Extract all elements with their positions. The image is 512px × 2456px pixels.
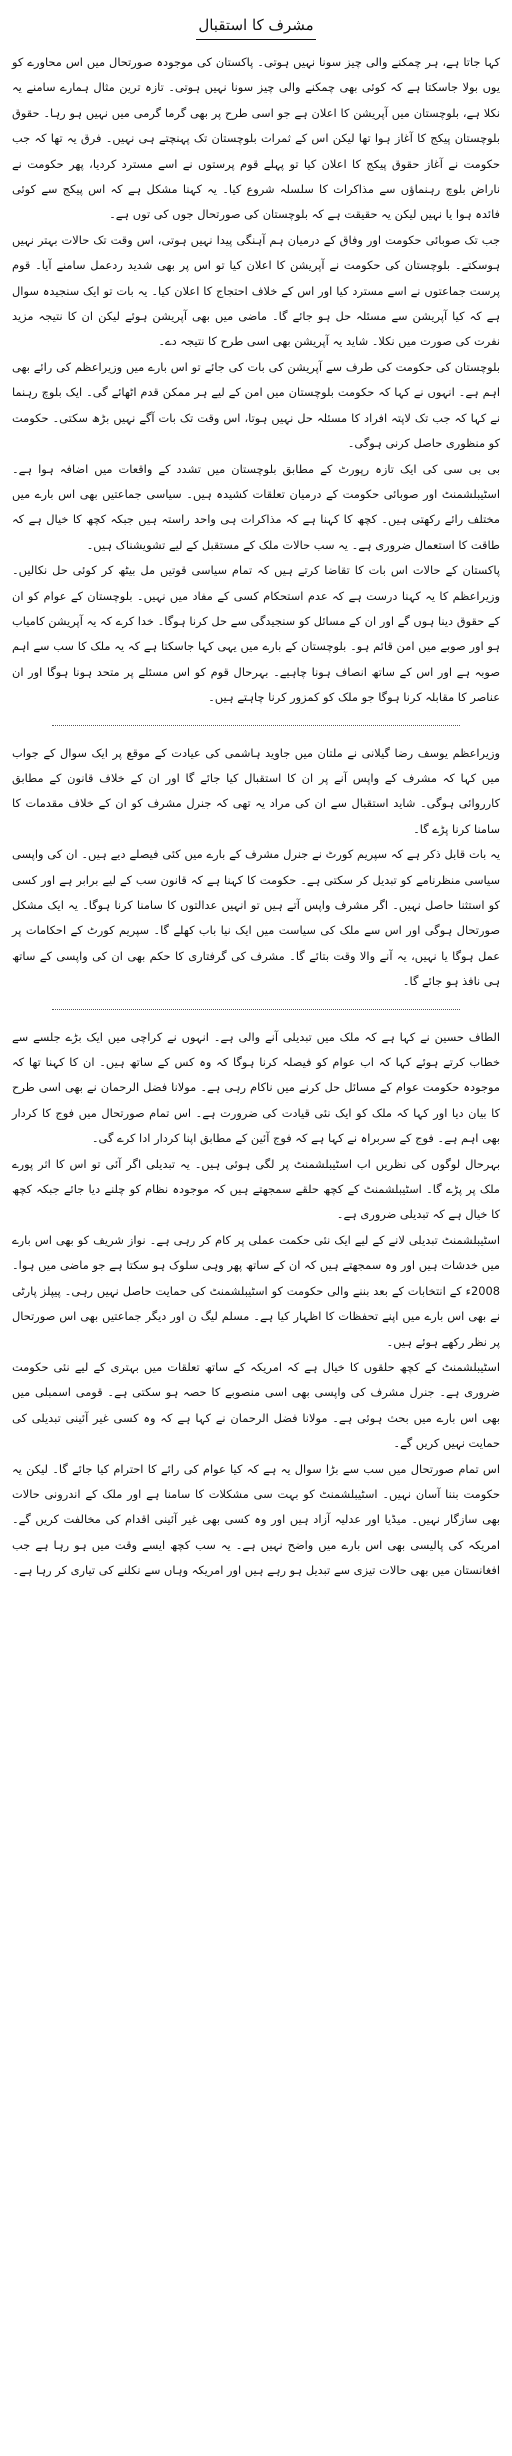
section-divider — [52, 1009, 460, 1011]
paragraph: وزیراعظم یوسف رضا گیلانی نے ملتان میں جاوید ہاشمی کی عیادت کے موقع پر ایک سوال کے جواب میں کہا کہ مشرف کے واپس آنے پر ان کا استقبال کیا جائے گا اور ان کے خلاف قانون کے مطابق کارروائی ہوگی۔ شاید استقبال سے ان کی مراد یہ تھی کہ جنرل مشرف کو ان کے خلاف مقدمات کا سامنا کرنا پڑے گا۔ — [12, 745, 500, 836]
section-divider — [52, 725, 460, 727]
section-balochistan — [12, 50, 500, 711]
paragraph: بی بی سی کی ایک تازہ رپورٹ کے مطابق بلوچستان میں تشدد کے واقعات میں اضافہ ہوا ہے۔ اسٹیبلشمنٹ اور صوبائی حکومت کے درمیان تعلقات کشیدہ ہیں۔ سیاسی جماعتیں بھی اس بارے میں مختلف رائے رکھتی ہیں۔ کچھ کا کہنا ہے کہ مذاکرات ہی واحد راستہ ہیں جبکہ کچھ کا خیال ہے کہ طاقت کا استعمال ضروری ہے۔ یہ سب حالات ملک کے مستقبل کے لیے تشویشناک ہیں۔ — [12, 461, 500, 552]
paragraph: اسٹیبلشمنٹ تبدیلی لانے کے لیے ایک نئی حکمت عملی پر کام کر رہی ہے۔ نواز شریف کو بھی اس بارے میں خدشات ہیں اور وہ سمجھتے ہیں کہ ان کے ساتھ پھر وہی سلوک ہو سکتا ہے جو ماضی میں ہوا۔ 2008ء کے انتخابات کے بعد بننے والی حکومت کو اسٹیبلشمنٹ کی حمایت حاصل نہیں رہی۔ پیپلز پارٹی نے بھی اس بارے میں اپنے تحفظات کا اظہار کیا ہے۔ مسلم لیگ ن اور دیگر جماعتیں بھی اس صورتحال پر نظر رکھے ہوئے ہیں۔ — [12, 1232, 500, 1349]
column-headline — [12, 14, 500, 40]
headline-text: مشرف کا استقبال — [198, 16, 314, 34]
paragraph: اس تمام صورتحال میں سب سے بڑا سوال یہ ہے کہ کیا عوام کی رائے کا احترام کیا جائے گا۔ لیکن یہ حکومت بننا آسان نہیں۔ اسٹیبلشمنٹ کو بہت سی مشکلات کا سامنا ہے اور ملک کے اندرونی حالات بھی سازگار نہیں۔ میڈیا اور عدلیہ آزاد ہیں اور وہ کسی بھی غیر آئینی اقدام کی مخالفت کریں گے۔ امریکہ کی پالیسی بھی اس بارے میں واضح نہیں ہے۔ یہ سب کچھ ایسے وقت میں ہو رہا ہے جب افغانستان میں بھی حالات تیزی سے تبدیل ہو رہے ہیں اور امریکہ وہاں سے نکلنے کی تیاری کر رہا ہے۔ — [12, 1461, 500, 1578]
paragraph: بلوچستان کی حکومت کی طرف سے آپریشن کی بات کی جائے تو اس بارے میں وزیراعظم کی رائے بھی اہم ہے۔ انہوں نے کہا کہ حکومت بلوچستان میں امن کے لیے ہر ممکن قدم اٹھائے گی۔ ایک بلوچ رہنما نے کہا کہ جب تک لاپتہ افراد کا مسئلہ حل نہیں ہوتا، اس وقت تک بات آگے نہیں بڑھ سکتی۔ حکومت کو منظوری حاصل کرنی ہوگی۔ — [12, 359, 500, 451]
headline-underline — [196, 39, 316, 40]
paragraph: اسٹیبلشمنٹ کے کچھ حلقوں کا خیال ہے کہ امریکہ کے ساتھ تعلقات میں بہتری کے لیے نئی حکومت ضروری ہے۔ جنرل مشرف کی واپسی بھی اسی منصوبے کا حصہ ہو سکتی ہے۔ قومی اسمبلی میں بھی اس بارے میں بحث ہوئی ہے۔ مولانا فضل الرحمان نے کہا ہے کہ وہ کسی غیر آئینی تبدیلی کی حمایت نہیں کریں گے۔ — [12, 1359, 500, 1451]
section-establishment — [12, 1025, 500, 1584]
paragraph: پاکستان کے حالات اس بات کا تقاضا کرتے ہیں کہ تمام سیاسی قوتیں مل بیٹھ کر کوئی حل نکالیں۔ وزیراعظم کا یہ کہنا درست ہے کہ عدم استحکام کسی کے مفاد میں نہیں۔ بلوچستان کے عوام کو ان کے حقوق دینا ہوں گے اور ان کے مسائل کو سنجیدگی سے حل کرنا ہوگا۔ خدا کرے کہ یہ آپریشن کامیاب ہو اور صوبے میں امن قائم ہو۔ بلوچستان کے بارے میں یہی کہا جاسکتا ہے کہ یہ ملک کا سب سے اہم صوبہ ہے اور اس کے ساتھ انصاف ہونا چاہیے۔ بہرحال قوم کو اس مسئلے پر متحد ہونا ہوگا اور ان عناصر کا مقابلہ کرنا ہوگا جو ملک کو کمزور کرنا چاہتے ہیں۔ — [12, 563, 500, 705]
paragraph: بہرحال لوگوں کی نظریں اب اسٹیبلشمنٹ پر لگی ہوئی ہیں۔ یہ تبدیلی اگر آئی تو اس کا اثر پورے ملک پر پڑے گا۔ اسٹیبلشمنٹ کے کچھ حلقے سمجھتے ہیں کہ موجودہ نظام کو چلنے دیا جائے جبکہ کچھ کا خیال ہے کہ تبدیلی ضروری ہے۔ — [12, 1156, 500, 1222]
paragraph: کہا جاتا ہے، ہر چمکنے والی چیز سونا نہیں ہوتی۔ پاکستان کی موجودہ صورتحال میں اس محاورے کو یوں بولا جاسکتا ہے کہ کوئی بھی چمکنے والی چیز سونا نہیں ہوتی۔ تازہ ترین مثال ہمارے سامنے یہ نکلا ہے، بلوچستان میں آپریشن کا اعلان ہے جو اسی طرح پر بھی گرما گرمی میں نہیں ہو رہا۔ حقوق بلوچستان پیکج کا آغاز ہوا تھا لیکن اس کے ثمرات بلوچستان تک پہنچتے ہی نہیں۔ فرق یہ تھا کہ جب حکومت نے آغاز حقوق پیکج کا اعلان کیا تو پہلے قوم پرستوں نے اسے مسترد کردیا، پھر حکومت نے ناراض بلوچ رہنماؤں سے مذاکرات کا سلسلہ شروع کیا۔ یہ کہنا مشکل ہے کہ اس پیکج سے کوئی فائدہ ہوا یا نہیں لیکن یہ حقیقت ہے کہ بلوچستان کی صورتحال جوں کی توں ہے۔ — [12, 55, 500, 222]
paragraph: یہ بات قابل ذکر ہے کہ سپریم کورٹ نے جنرل مشرف کے بارے میں کئی فیصلے دیے ہیں۔ ان کی واپسی سیاسی منظرنامے کو تبدیل کر سکتی ہے۔ حکومت کا کہنا ہے کہ قانون سب کے لیے برابر ہے اور کسی کو استثنا حاصل نہیں۔ اگر مشرف واپس آتے ہیں تو انہیں عدالتوں کا سامنا کرنا ہوگا۔ یہ ایک مشکل صورتحال ہوگی اور اس سے ملک کی سیاست میں ایک نیا باب کھلے گا۔ سپریم کورٹ کے احکامات پر عمل ہوگا یا نہیں، یہ آنے والا وقت بتائے گا۔ مشرف کی گرفتاری کا حکم بھی ان کی واپسی کے ساتھ ہی نافذ ہو جائے گا۔ — [12, 847, 500, 989]
paragraph: جب تک صوبائی حکومت اور وفاق کے درمیان ہم آہنگی پیدا نہیں ہوتی، اس وقت تک حالات بہتر نہیں ہوسکتے۔ بلوچستان کی حکومت نے آپریشن کا اعلان کیا تو اس پر بھی شدید ردعمل سامنے آیا۔ قوم پرست جماعتوں نے اسے مسترد کیا اور اس کے خلاف احتجاج کا اعلان کیا۔ یہ بات تو ایک سنجیدہ سوال ہے کہ کیا آپریشن سے مسئلہ حل ہو جائے گا۔ ماضی میں بھی آپریشن ہوئے لیکن ان کا نتیجہ مزید نفرت کی صورت میں نکلا۔ شاید یہ آپریشن بھی اسی طرح کا نتیجہ دے۔ — [12, 232, 500, 349]
paragraph: الطاف حسین نے کہا ہے کہ ملک میں تبدیلی آنے والی ہے۔ انہوں نے کراچی میں ایک بڑے جلسے سے خطاب کرتے ہوئے کہا کہ اب عوام کو فیصلہ کرنا ہوگا کہ وہ کس کے ساتھ ہیں۔ ان کا کہنا تھا کہ موجودہ حکومت عوام کے مسائل حل کرنے میں ناکام رہی ہے۔ مولانا فضل الرحمان نے بھی اسی طرح کا بیان دیا اور کہا کہ ملک کو ایک نئی قیادت کی ضرورت ہے۔ اس تمام صورتحال میں فوج کا کردار بھی اہم ہے۔ فوج کے سربراہ نے کہا ہے کہ فوج آئین کے مطابق اپنا کردار ادا کرے گی۔ — [12, 1029, 500, 1146]
section-musharraf-return — [12, 741, 500, 995]
